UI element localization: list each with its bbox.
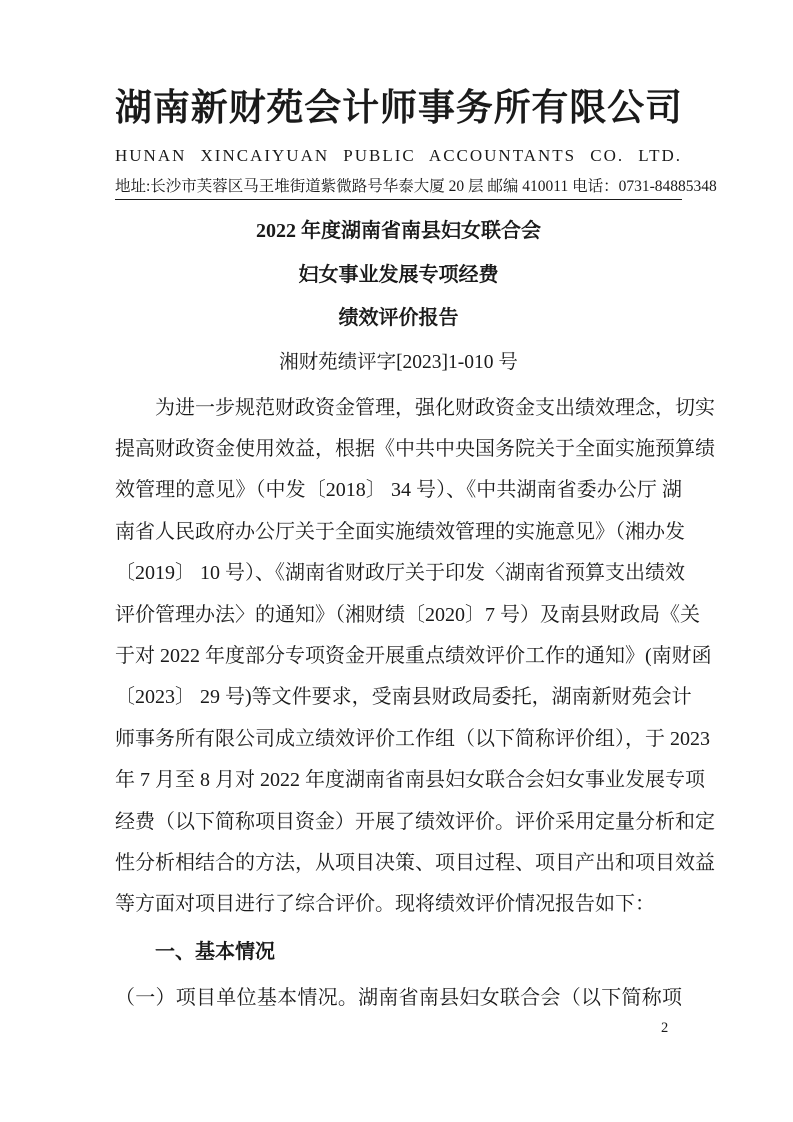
company-name-cn: 湖南新财苑会计师事务所有限公司	[115, 88, 682, 129]
intro-paragraph-line: 为进一步规范财政资金管理，强化财政资金支出绩效理念，切实	[155, 396, 715, 419]
subsection-paragraph-line: （一）项目单位基本情况。湖南省南县妇女联合会（以下简称项	[115, 987, 682, 1010]
letterhead	[115, 84, 717, 200]
intro-paragraph-line: 于对 2022 年度部分专项资金开展重点绩效评价工作的通知》(南财函	[115, 644, 712, 667]
intro-paragraph-line: 效管理的意见》（中发〔2018〕 34 号）、《中共湖南省委办公厅 湖	[115, 479, 682, 502]
company-name-en: HUNAN XINCAIYUAN PUBLIC ACCOUNTANTS CO. LTD.	[115, 146, 682, 165]
intro-paragraph-line: 〔2023〕 29 号)等文件要求，受南县财政局委托，湖南新财苑会计	[115, 686, 692, 709]
page-number: 2	[661, 1020, 669, 1036]
intro-paragraph-line: 经费（以下简称项目资金）开展了绩效评价。评价采用定量分析和定	[115, 810, 715, 833]
intro-paragraph-line: 师事务所有限公司成立绩效评价工作组（以下简称评价组），于 2023	[115, 727, 710, 750]
intro-paragraph-line: 等方面对项目进行了综合评价。现将绩效评价情况报告如下：	[115, 893, 655, 916]
intro-paragraph-line: 提高财政资金使用效益，根据《中共中央国务院关于全面实施预算绩	[115, 437, 715, 460]
intro-paragraph-line: 〔2019〕 10 号）、《湖南省财政厅关于印发〈湖南省预算支出绩效	[115, 562, 685, 585]
report-body	[115, 388, 715, 1020]
intro-paragraph-line: 评价管理办法〉的通知》（湘财绩〔2020〕7 号）及南县财政局《关	[115, 603, 700, 626]
intro-paragraph-line: 南省人民政府办公厅关于全面实施绩效管理的实施意见》（湘办发	[115, 520, 685, 543]
address-line: 地址:长沙市芙蓉区马王堆街道紫微路号华泰大厦 20 层 邮编 410011 电话：0731-84885348	[115, 177, 682, 200]
section-heading-basic-info: 一、基本情况	[155, 940, 275, 963]
report-title-line-1: 2022 年度湖南省南县妇女联合会	[256, 220, 541, 242]
intro-paragraph-line: 年 7 月至 8 月对 2022 年度湖南省南县妇女联合会妇女事业发展专项	[115, 769, 705, 792]
page-content	[115, 0, 717, 1020]
document-number: 湘财苑绩评字[2023]1-010 号	[279, 351, 518, 373]
report-title-line-2: 妇女事业发展专项经费	[298, 263, 499, 286]
intro-paragraph-line: 性分析相结合的方法，从项目决策、项目过程、项目产出和项目效益	[115, 851, 715, 874]
report-title-line-3: 绩效评价报告	[338, 307, 459, 329]
report-title-block	[115, 221, 682, 373]
